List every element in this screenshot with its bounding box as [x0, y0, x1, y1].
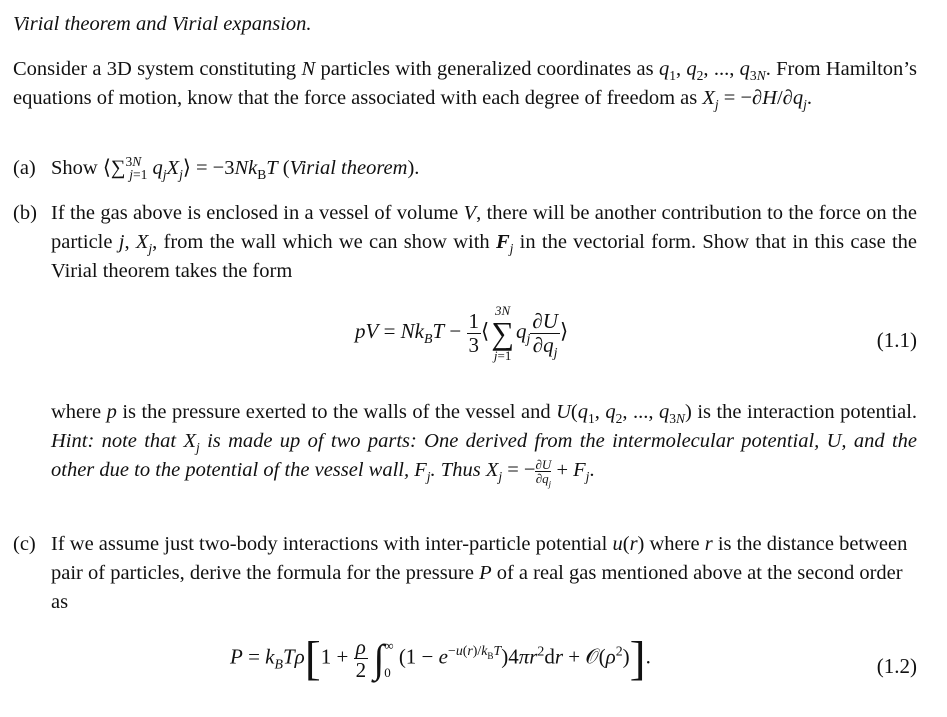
equation-1-2-number: (1.2) — [876, 654, 917, 678]
part-b-continuation — [13, 398, 918, 489]
equation-1-2-body: $P = k_BT\rho[1$ + $\frac{\rho}{2}$ ∫ ∞ 0 $(1 - e^{-u(r)/k_BT})4\pi r^2dr$ + $𝒪(\rho^2)$]. — [230, 632, 651, 686]
intro-paragraph: Consider a 3D system constituting N particles with generalized coordinates as $q_1$, $q_2$, ..., $q_{3N}$. From Hamilton’s equations of motion, know that the force associated with each degree of freedom as $X_j = -\partial H/\partial q_j$. — [13, 58, 917, 113]
equation-1-1-body: pV = $Nk_BT$ − $\frac{1}{3}$ ⟨ 3N ∑ j=1 $q_j$ $\frac{\partial U}{\partial q_j}$ ⟩ — [355, 303, 569, 363]
part-b-label: (b) — [13, 202, 37, 224]
part-c-label: (c) — [13, 533, 36, 555]
equation-1-1-number: (1.1) — [876, 328, 917, 352]
part-b-after-text: where p is the pressure exerted to the walls of the vessel and $U(q_1$, $q_2$, ..., $q_{3N}$) is the interaction potential. Hint: note that $X_j$ is made up of two parts: One derived from the intermolecular potential, U, and the other due to the potential of the vessel wall, $F_j$. Thus $X_j$ = − $\frac{\partial U}{\partial q_j} + F_j$. — [51, 401, 918, 489]
part-b-text: If the gas above is enclosed in a vessel of volume V, there will be another contribution to the force on the particle j, $X_j$, from the wall which we can show with $F_j$ in the vectorial form. Show that in this case the Virial theorem takes the form — [51, 202, 917, 282]
part-a — [13, 154, 917, 183]
part-c — [13, 530, 917, 617]
section-title: Virial theorem and Virial expansion. — [13, 13, 312, 35]
part-a-text: Show ⟨∑$^{3N}_{j=1}$ $q_jX_j⟩ = -3Nk_BT$ (Virial theorem). — [51, 154, 420, 183]
part-c-text: If we assume just two-body interactions with inter-particle potential u(r) where r is the distance between pair of particles, derive the formula for the pressure P of a real gas mentioned above at the second order as — [51, 533, 908, 613]
part-a-label: (a) — [13, 157, 36, 179]
part-b — [13, 199, 917, 286]
